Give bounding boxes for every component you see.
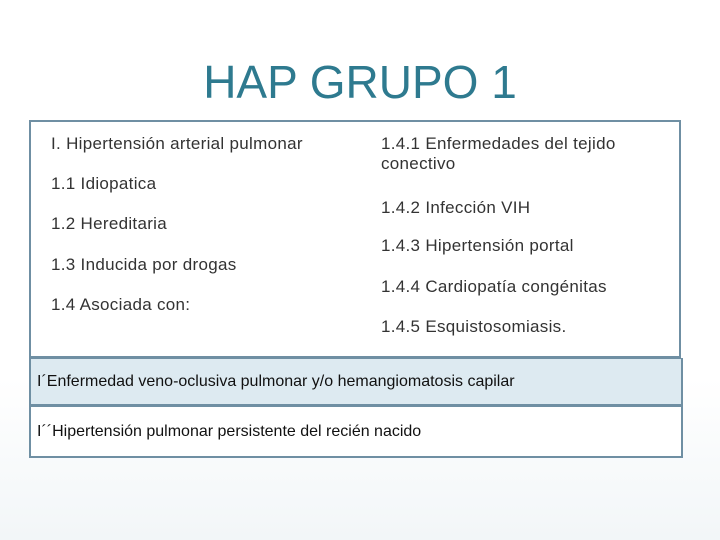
- slide-title: HAP GRUPO 1: [203, 56, 517, 108]
- strip-newborn: I´´Hipertensión pulmonar persistente del recién nacido: [29, 405, 683, 458]
- strip-veno-occlusive: I´Enfermedad veno-oclusiva pulmonar y/o hemangiomatosis capilar: [29, 358, 683, 406]
- right-item: 1.4.5 Esquistosomiasis.: [381, 317, 567, 336]
- classification-box: [29, 120, 681, 358]
- right-item: 1.4.2 Infección VIH: [381, 198, 531, 217]
- right-item: 1.4.3 Hipertensión portal: [381, 236, 574, 255]
- left-item: I. Hipertensión arterial pulmonar: [51, 134, 303, 153]
- left-item: 1.1 Idiopatica: [51, 174, 157, 193]
- right-item: 1.4.4 Cardiopatía congénitas: [381, 277, 607, 296]
- right-item: 1.4.1 Enfermedades del tejido conectivo: [381, 134, 616, 173]
- left-item: 1.3 Inducida por drogas: [51, 255, 237, 274]
- left-item: 1.2 Hereditaria: [51, 214, 168, 233]
- left-item: 1.4 Asociada con:: [51, 295, 191, 314]
